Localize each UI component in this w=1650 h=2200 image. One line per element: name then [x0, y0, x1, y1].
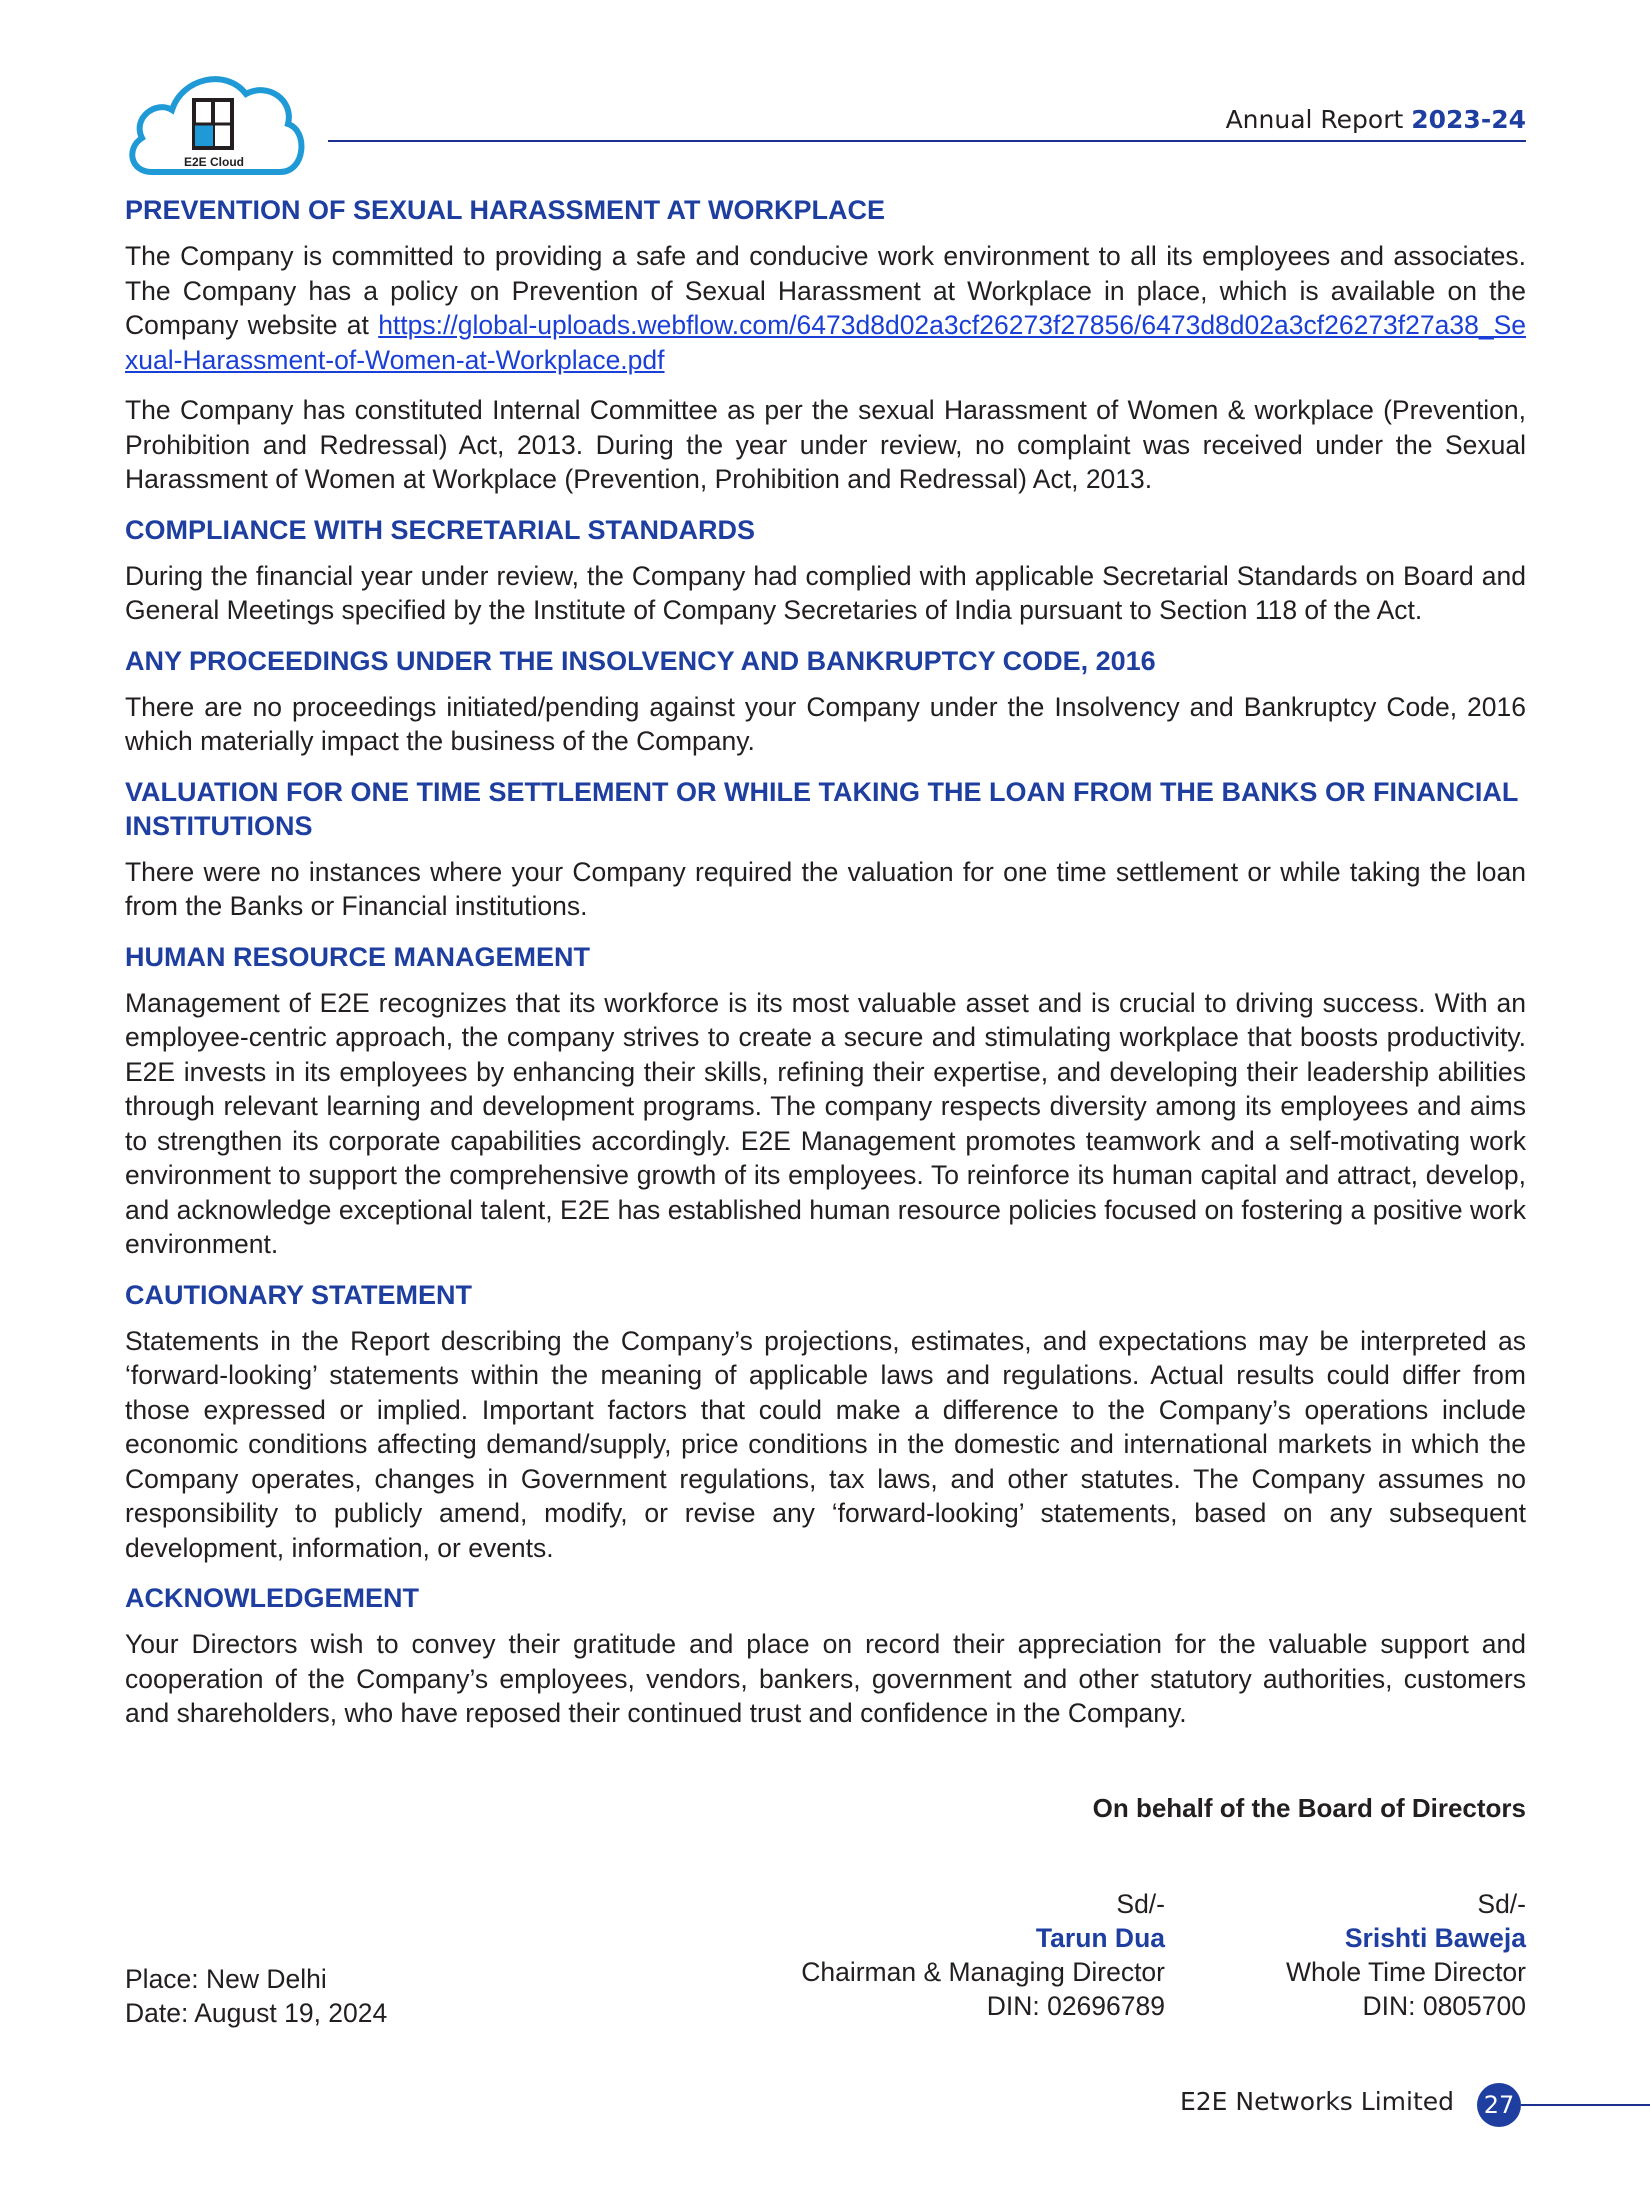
section-paragraph: Management of E2E recognizes that its workforce is its most valuable asset and is crucial to driving success. With an employee-centric approach, the company strives to create a secure and stimulating workplace that boosts productivity. E2E invests in its employees by enhancing their skills, refining their expertise, and developing their leadership abilities through relevant learning and development programs. The company respects diversity among its employees and aims to strengthen its corporate capabilities accordingly. E2E Management promotes teamwork and a self-motivating work environment to support the comprehensive growth of its employees. To reinforce its human capital and attract, develop, and acknowledge exceptional talent, E2E has established human resource policies focused on fostering a positive work environment.	[125, 987, 1526, 1259]
signatory-director	[1286, 1887, 1526, 2023]
section-cautionary	[125, 1278, 1526, 1566]
page-number: 27	[1477, 2083, 1521, 2127]
on-behalf-line: On behalf of the Board of Directors	[1092, 1793, 1526, 1823]
sd-mark: Sd/-	[1116, 1889, 1165, 1919]
section-paragraph: There are no proceedings initiated/pending against your Company under the Insolvency and Bankruptcy Code, 2016 which materially impact the business of the Company.	[125, 691, 1526, 756]
place: Place: New Delhi	[125, 1964, 327, 1994]
footer-rule	[1521, 2104, 1650, 2106]
section-paragraph: There were no instances where your Company required the valuation for one time settlement or while taking the loan from the Banks or Financial institutions.	[125, 856, 1526, 921]
section-acknowledgement	[125, 1581, 1526, 1731]
signatory-title: Chairman & Managing Director	[801, 1957, 1165, 1987]
section-heading: PREVENTION OF SEXUAL HARASSMENT AT WORKPLACE	[125, 195, 886, 225]
signatory-chairman	[801, 1887, 1165, 2023]
signatory-din: DIN: 0805700	[1362, 1991, 1526, 2021]
section-paragraph: Your Directors wish to convey their gratitude and place on record their appreciation for the valuable support and cooperation of the Company’s employees, vendors, bankers, government and other statutory authorities, customers and shareholders, who have reposed their continued trust and confidence in the Company.	[125, 1629, 1526, 1728]
section-secretarial-standards	[125, 513, 1526, 628]
report-label	[1226, 105, 1526, 134]
section-paragraph: During the financial year under review, the Company had complied with applicable Secretarial Standards on Board and General Meetings specified by the Institute of Company Secretaries of India pursuant to Section 118 of the Act.	[125, 560, 1526, 625]
policy-link[interactable]: https://global-uploads.webflow.com/6473d8d02a3cf26273f27856/6473d8d02a3cf26273f27a38_Sexual-Harassment-of-Women-at-Workplace.pdf	[125, 310, 1526, 375]
signatory-din: DIN: 02696789	[986, 1991, 1165, 2021]
section-hr	[125, 940, 1526, 1262]
signatory-name: Srishti Baweja	[1344, 1923, 1526, 1953]
section-heading: COMPLIANCE WITH SECRETARIAL STANDARDS	[125, 514, 755, 545]
section-heading: VALUATION FOR ONE TIME SETTLEMENT OR WHILE TAKING THE LOAN FROM THE BANKS OR FINANCIAL INSTITUTIONS	[125, 776, 1518, 841]
section-heading: ACKNOWLEDGEMENT	[125, 1583, 419, 1613]
report-year: 2023-24	[1411, 105, 1526, 134]
section-heading: HUMAN RESOURCE MANAGEMENT	[125, 941, 590, 972]
signatory-name: Tarun Dua	[1035, 1923, 1165, 1953]
date: Date: August 19, 2024	[125, 1998, 388, 2028]
signatory-title: Whole Time Director	[1285, 1957, 1526, 1987]
section-heading: CAUTIONARY STATEMENT	[125, 1279, 472, 1310]
section-insolvency	[125, 644, 1526, 759]
section-heading: ANY PROCEEDINGS UNDER THE INSOLVENCY AND BANKRUPTCY CODE, 2016	[125, 645, 1156, 676]
report-label-text: Annual Report	[1225, 105, 1404, 134]
place-date	[125, 1962, 387, 2030]
section-paragraph	[125, 239, 1526, 377]
paragraph-text: The Company is committed to providing a safe and conducive work environment to all its employees and associates. The Company has a policy on Prevention of Sexual Harassment at Workplace in place, which is available on the Company website at	[125, 241, 1526, 340]
sd-mark: Sd/-	[1477, 1889, 1526, 1919]
header-rule	[328, 140, 1526, 142]
footer-company-name: E2E Networks Limited	[1179, 2087, 1454, 2116]
section-posh	[125, 193, 1526, 497]
logo-text: E2E Cloud	[183, 155, 245, 169]
section-paragraph: The Company has constituted Internal Committee as per the sexual Harassment of Women & workplace (Prevention, Prohibition and Redressal) Act, 2013. During the year under review, no complaint was received under the Sexual Harassment of Women at Workplace (Prevention, Prohibition and Redressal) Act, 2013.	[125, 395, 1526, 494]
section-valuation	[125, 775, 1526, 924]
company-logo	[122, 60, 306, 184]
section-paragraph: Statements in the Report describing the Company’s projections, estimates, and expectations may be interpreted as ‘forward-looking’ statements within the meaning of applicable laws and regulations. Actual results could differ from those expressed or implied. Important factors that could make a difference to the Company’s operations include economic conditions affecting demand/supply, price conditions in the domestic and international markets in which the Company operates, changes in Government regulations, tax laws, and other statutes. The Company assumes no responsibility to publicly amend, modify, or revise any ‘forward-looking’ statements, based on any subsequent development, information, or events.	[125, 1325, 1526, 1563]
main-content	[125, 193, 1526, 1747]
